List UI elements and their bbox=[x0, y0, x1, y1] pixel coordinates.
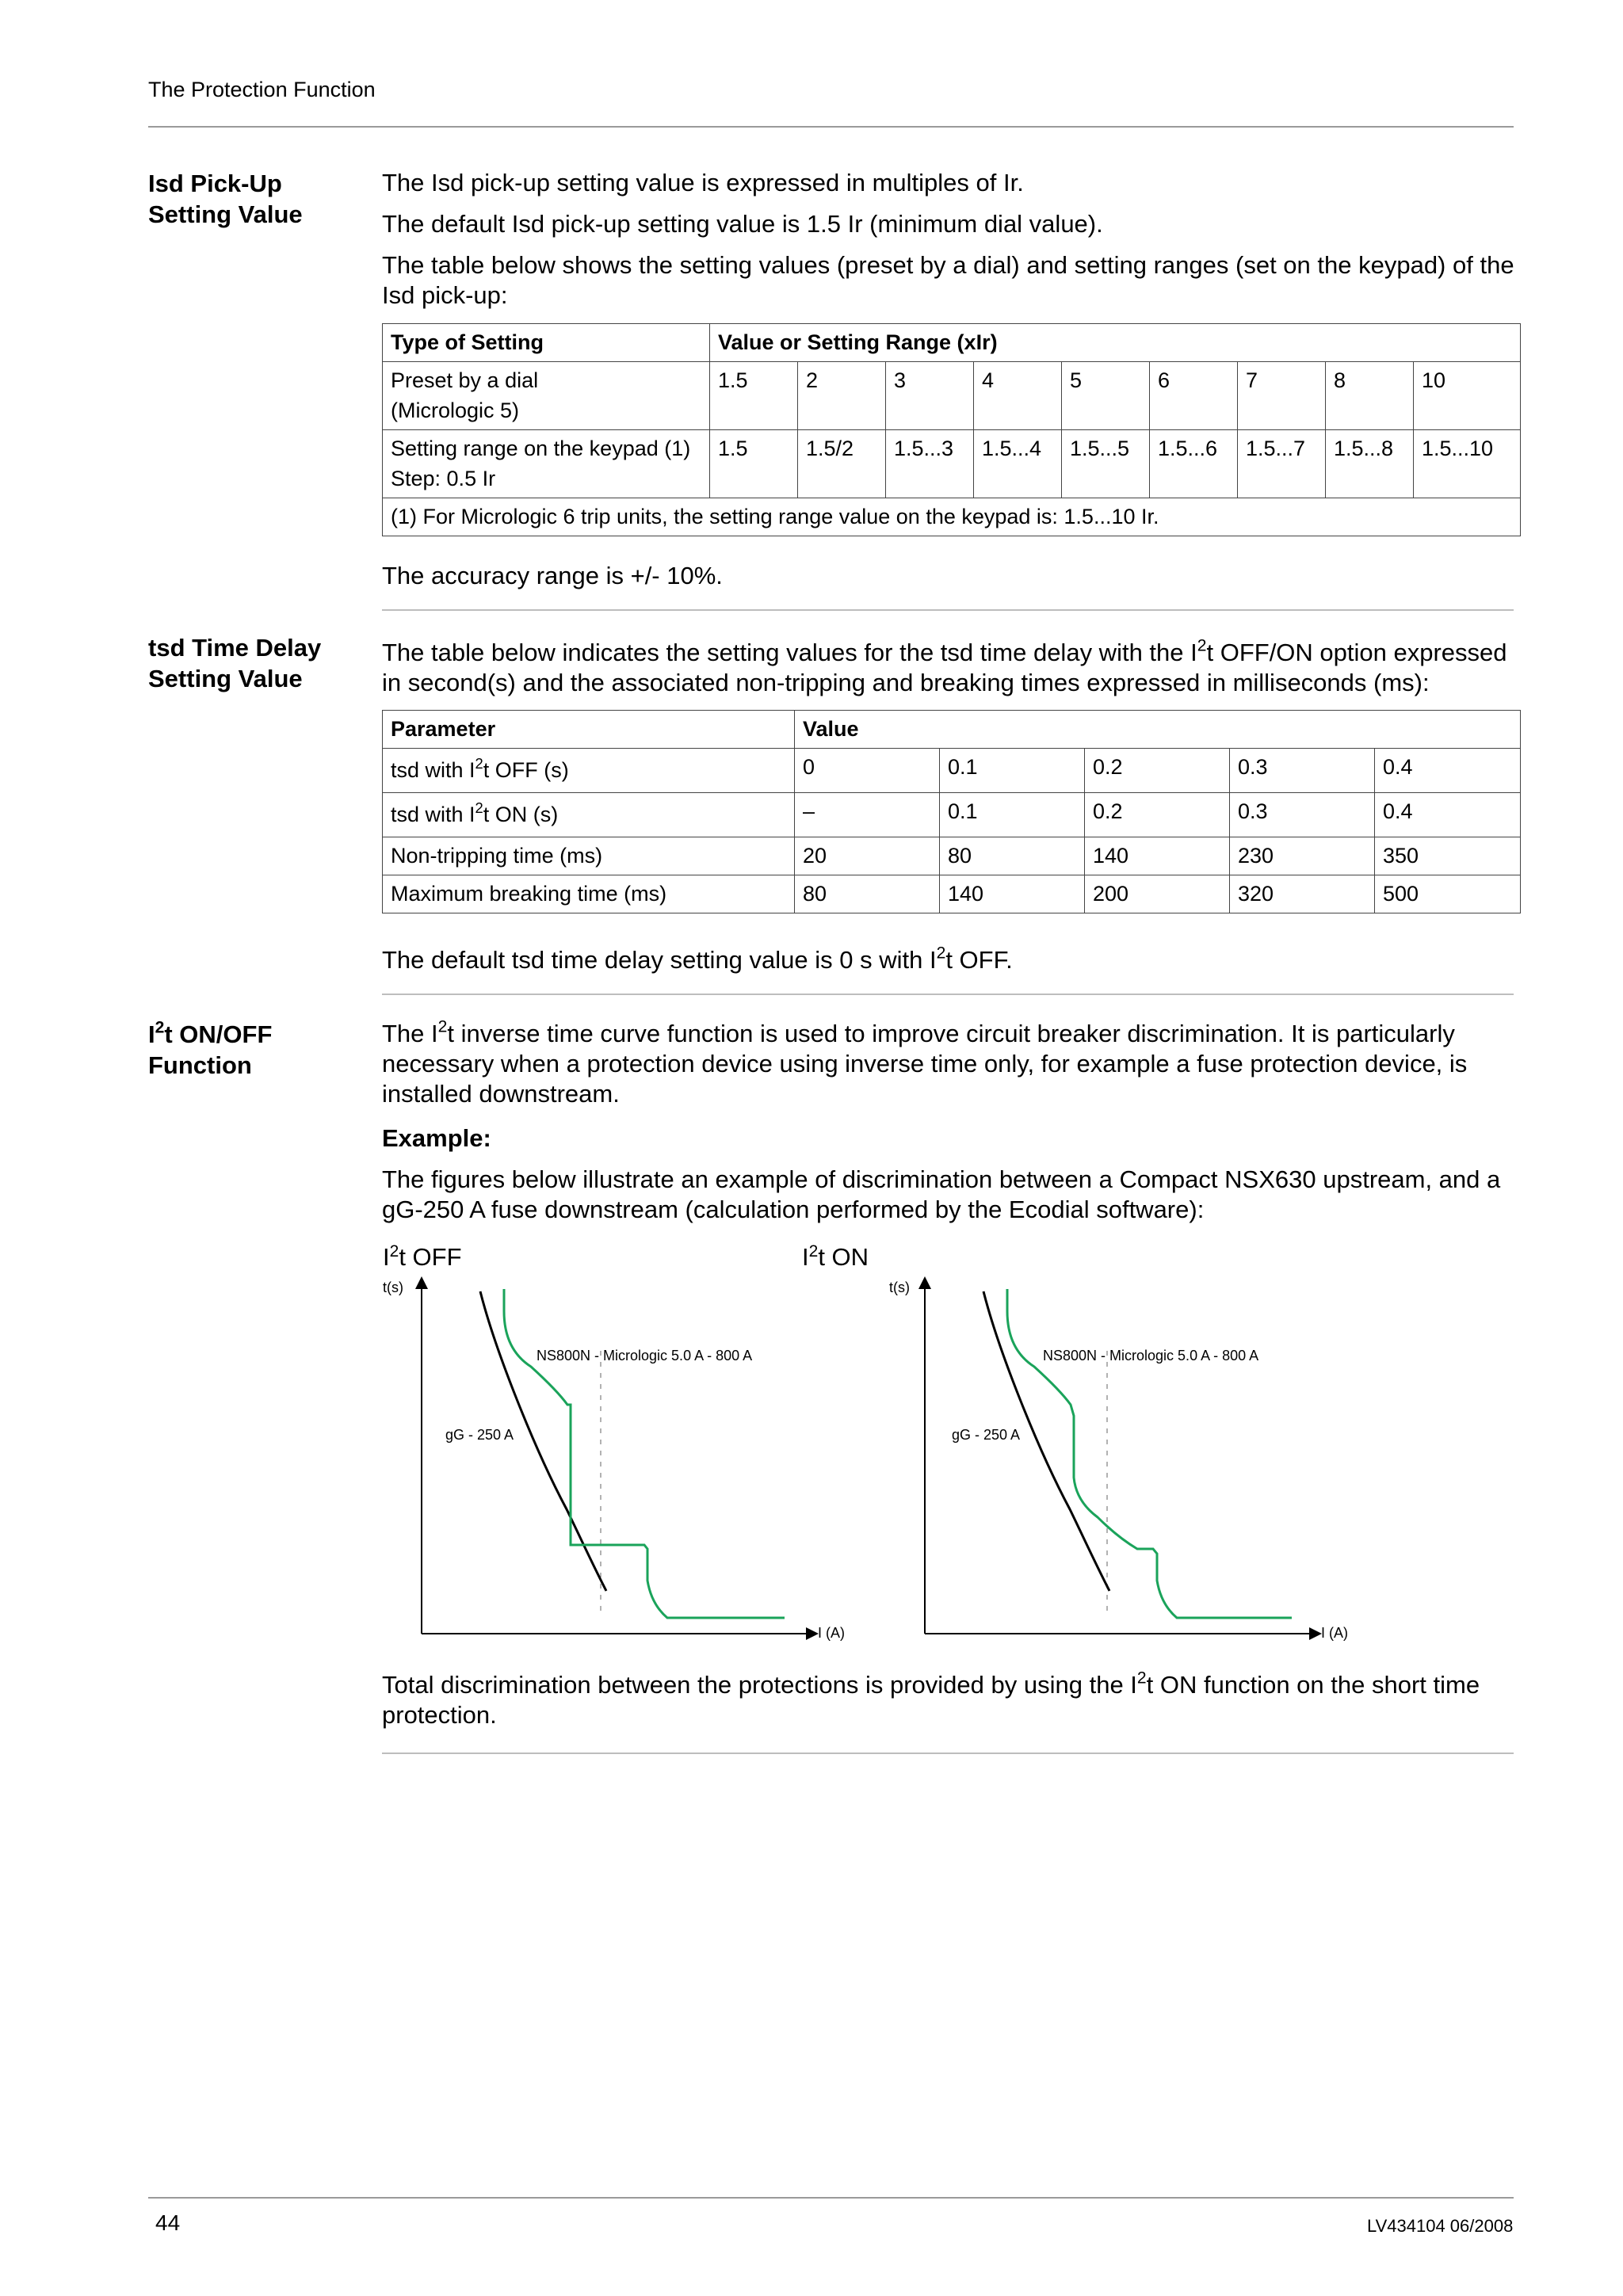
table-cell: 200 bbox=[1085, 875, 1230, 913]
running-header: The Protection Function bbox=[148, 78, 376, 101]
figure-i2t-on bbox=[802, 1242, 1348, 1641]
table-cell: 1.5...7 bbox=[1238, 430, 1326, 498]
table-cell: 1.5 bbox=[710, 362, 798, 430]
tsd-col1-header: Parameter bbox=[383, 711, 795, 749]
table-cell: 80 bbox=[795, 875, 940, 913]
x-axis-label: I (A) bbox=[818, 1625, 845, 1641]
table-cell: 1.5...8 bbox=[1326, 430, 1414, 498]
i2t-p2: The figures below illustrate an example of discrimination between a Compact NSX630 upstream, and a gG-250 A fuse downstream (calculation performed by the Ecodial software): bbox=[382, 1165, 1501, 1223]
tsd-col2-header: Value bbox=[795, 711, 1521, 749]
document-reference: LV434104 06/2008 bbox=[1367, 2216, 1514, 2236]
tsd-heading-line2: Setting Value bbox=[148, 665, 303, 692]
i2t-heading-line2: Function bbox=[148, 1051, 252, 1079]
isd-col1-header: Type of Setting bbox=[383, 324, 710, 362]
i2t-heading-line1: $I^2t$ ON/OFF bbox=[148, 1018, 273, 1048]
tsd-table-header-row bbox=[383, 711, 1521, 749]
table-cell: 230 bbox=[1230, 837, 1375, 875]
table-cell: 0.1 bbox=[940, 793, 1085, 837]
tsd-default: The default tsd time delay setting value is 0 s with $I^2t$ OFF. bbox=[382, 944, 1013, 974]
table-cell: 320 bbox=[1230, 875, 1375, 913]
isd-table-header-row bbox=[383, 324, 1521, 362]
i2t-p1: The $I^2t$ inverse time curve function is used to improve circuit breaker discrimination. It is particularly necessary when a protection device using inverse time only, for example a fuse protection device, is installed downstream. bbox=[382, 1017, 1468, 1108]
tsd-row-label: Non-tripping time (ms) bbox=[383, 837, 795, 875]
table-cell: 0.2 bbox=[1085, 749, 1230, 793]
isd-row2-label: Setting range on the keypad (1) Step: 0.5 Ir bbox=[383, 430, 710, 498]
table-cell: 0.2 bbox=[1085, 793, 1230, 837]
discrimination-figures bbox=[372, 1232, 1363, 1644]
table-cell: 2 bbox=[798, 362, 886, 430]
isd-heading-line2: Setting Value bbox=[148, 200, 303, 228]
table-cell: 7 bbox=[1238, 362, 1326, 430]
page-number: 44 bbox=[155, 2210, 181, 2235]
breaker-curve-label: NS800N - Micrologic 5.0 A - 800 A bbox=[1043, 1348, 1259, 1363]
table-row bbox=[383, 837, 1521, 875]
fuse-curve-label: gG - 250 A bbox=[445, 1427, 514, 1443]
tsd-heading-line1: tsd Time Delay bbox=[148, 634, 322, 662]
section-divider bbox=[382, 1753, 1514, 1754]
y-axis-label: t(s) bbox=[383, 1280, 403, 1295]
tsd-settings-table bbox=[382, 710, 1521, 913]
table-cell: 140 bbox=[940, 875, 1085, 913]
table-cell: – bbox=[795, 793, 940, 837]
table-cell: 1.5...3 bbox=[886, 430, 974, 498]
table-cell: 8 bbox=[1326, 362, 1414, 430]
isd-table-footnote: (1) For Micrologic 6 trip units, the setting range value on the keypad is: 1.5...10 Ir. bbox=[383, 498, 1521, 536]
table-cell: 1.5...10 bbox=[1414, 430, 1521, 498]
isd-settings-table bbox=[382, 323, 1521, 536]
table-cell: 1.5...6 bbox=[1150, 430, 1238, 498]
table-row bbox=[383, 749, 1521, 793]
table-cell: 1.5...4 bbox=[974, 430, 1062, 498]
figure-title: $I^2t$ OFF bbox=[383, 1242, 462, 1271]
breaker-curve bbox=[504, 1289, 785, 1618]
tsd-row-label: Maximum breaking time (ms) bbox=[383, 875, 795, 913]
table-cell: 3 bbox=[886, 362, 974, 430]
breaker-curve bbox=[1007, 1289, 1292, 1618]
table-cell: 4 bbox=[974, 362, 1062, 430]
figure-title: $I^2t$ ON bbox=[802, 1242, 869, 1271]
table-cell: 0.4 bbox=[1375, 793, 1521, 837]
table-cell: 0.4 bbox=[1375, 749, 1521, 793]
section-divider bbox=[382, 994, 1514, 995]
table-cell: 140 bbox=[1085, 837, 1230, 875]
table-cell: 1.5/2 bbox=[798, 430, 886, 498]
table-cell: 20 bbox=[795, 837, 940, 875]
section-divider bbox=[382, 609, 1514, 611]
table-cell: 1.5...5 bbox=[1062, 430, 1150, 498]
isd-table-row-keypad bbox=[383, 430, 1521, 498]
tsd-row-label: tsd with $I^2t$ OFF (s) bbox=[383, 749, 795, 793]
table-cell: 5 bbox=[1062, 362, 1150, 430]
isd-p2: The default Isd pick-up setting value is 1.5 Ir (minimum dial value). bbox=[382, 210, 1103, 238]
y-axis-label: t(s) bbox=[889, 1280, 910, 1295]
tsd-row-label: tsd with $I^2t$ ON (s) bbox=[383, 793, 795, 837]
table-cell: 350 bbox=[1375, 837, 1521, 875]
isd-p1: The Isd pick-up setting value is expressed in multiples of Ir. bbox=[382, 169, 1024, 196]
isd-section-heading bbox=[148, 168, 354, 230]
table-cell: 0 bbox=[795, 749, 940, 793]
breaker-curve-label: NS800N - Micrologic 5.0 A - 800 A bbox=[537, 1348, 753, 1363]
isd-heading-line1: Isd Pick-Up bbox=[148, 170, 282, 197]
table-cell: 500 bbox=[1375, 875, 1521, 913]
table-cell: 1.5 bbox=[710, 430, 798, 498]
table-row bbox=[383, 793, 1521, 837]
isd-table-row-dial bbox=[383, 362, 1521, 430]
i2t-section-heading bbox=[148, 1019, 354, 1081]
isd-table-footnote-row bbox=[383, 498, 1521, 536]
isd-accuracy: The accuracy range is +/- 10%. bbox=[382, 562, 723, 589]
tsd-section-heading bbox=[148, 632, 354, 694]
footer-rule bbox=[148, 2197, 1514, 2199]
x-axis-label: I (A) bbox=[1321, 1625, 1348, 1641]
example-label: Example: bbox=[382, 1124, 491, 1152]
figure-i2t-off bbox=[383, 1242, 845, 1641]
table-cell: 0.1 bbox=[940, 749, 1085, 793]
table-cell: 80 bbox=[940, 837, 1085, 875]
header-rule bbox=[148, 126, 1514, 128]
fuse-curve-label: gG - 250 A bbox=[952, 1427, 1021, 1443]
isd-p3: The table below shows the setting values (preset by a dial) and setting ranges (set on the keypad) of the Isd pick-up: bbox=[382, 251, 1514, 309]
table-cell: 0.3 bbox=[1230, 749, 1375, 793]
isd-row1-label: Preset by a dial (Micrologic 5) bbox=[383, 362, 710, 430]
table-cell: 0.3 bbox=[1230, 793, 1375, 837]
table-cell: 10 bbox=[1414, 362, 1521, 430]
i2t-conclusion: Total discrimination between the protections is provided by using the $I^2t$ ON function on the short time protection. bbox=[382, 1669, 1480, 1729]
table-cell: 6 bbox=[1150, 362, 1238, 430]
isd-col2-header: Value or Setting Range (xIr) bbox=[710, 324, 1521, 362]
table-row bbox=[383, 875, 1521, 913]
tsd-intro: The table below indicates the setting values for the tsd time delay with the $I^2t$ OFF/ON option expressed in second(s) and the associated non-tripping and breaking times expressed in milliseconds (ms): bbox=[382, 636, 1507, 696]
